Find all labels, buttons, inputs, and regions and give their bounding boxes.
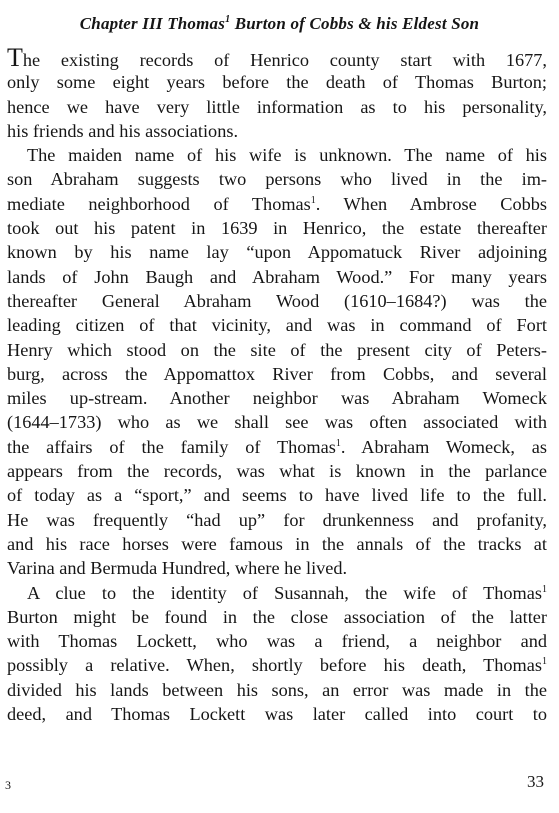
line-text: he existing records of Henrico county start with 1677, — [22, 50, 547, 70]
line-text-post: . When Ambrose Cobbs — [315, 193, 547, 214]
header-title-pre: Chapter III Thomas — [79, 14, 226, 33]
body-text — [7, 43, 547, 726]
text-line: thereafter General Abraham Wood (1610–1684?) was the — [7, 290, 547, 311]
text-line — [7, 435, 547, 459]
header-title-post: Burton of Cobbs & his Eldest Son — [230, 14, 480, 33]
text-line — [7, 43, 547, 72]
line-text-pre: the affairs of the family of Thomas — [7, 436, 336, 457]
text-line: appears from the records, was what is known in the parlance — [7, 461, 547, 482]
superscript-numeral: 1 — [542, 583, 547, 595]
superscript-numeral: 1 — [310, 194, 316, 206]
page-number: 33 — [527, 772, 544, 791]
text-line: Henry which stood on the site of the present city of Peters- — [7, 339, 547, 360]
text-line — [7, 581, 547, 605]
text-line: burg, across the Appomattox River from Cobbs, and several — [7, 363, 547, 384]
text-line — [7, 192, 547, 216]
text-line: miles up-stream. Another neighbor was Abraham Womeck — [7, 388, 547, 409]
text-line: leading citizen of that vicinity, and was in command of Fort — [7, 315, 547, 336]
text-line: The maiden name of his wife is unknown. The name of his — [27, 145, 547, 166]
line-text-pre: mediate neighborhood of Thomas — [7, 193, 311, 214]
drop-cap: T — [7, 43, 23, 72]
text-line: deed, and Thomas Lockett was later called into court to — [7, 704, 547, 725]
header-title-sup: 1 — [225, 14, 231, 25]
text-line: his friends and his associations. — [7, 120, 239, 141]
text-line: He was frequently “had up” for drunkenness and profanity, — [7, 509, 547, 530]
signature-mark: 3 — [5, 778, 11, 792]
text-line: Burton might be found in the close association of the latter — [7, 606, 547, 627]
text-line: hence we have very little information as to his personality, — [7, 96, 547, 117]
text-line: lands of John Baugh and Abraham Wood.” For many years — [7, 266, 547, 287]
text-line: with Thomas Lockett, who was a friend, a neighbor and — [7, 631, 547, 652]
text-line: and his race horses were famous in the annals of the tracks at — [7, 533, 547, 554]
superscript-numeral: 1 — [335, 437, 341, 449]
text-line: son Abraham suggests two persons who lived in the im- — [7, 169, 547, 190]
text-line: Varina and Bermuda Hundred, where he lived. — [7, 558, 348, 579]
running-header — [0, 14, 559, 34]
line-text-post: . Abraham Womeck, as — [340, 436, 547, 457]
text-line: took out his patent in 1639 in Henrico, the estate thereafter — [7, 218, 547, 239]
superscript-numeral: 1 — [542, 656, 547, 668]
text-line — [7, 653, 547, 677]
text-line: of today as a “sport,” and seems to have lived life to the full. — [7, 485, 547, 506]
text-line: only some eight years before the death of Thomas Burton; — [7, 72, 547, 93]
line-text-pre: A clue to the identity of Susannah, the wife of Thomas — [27, 582, 542, 603]
text-line: (1644–1733) who as we shall see was often associated with — [7, 412, 547, 433]
text-line: divided his lands between his sons, an error was made in the — [7, 679, 547, 700]
line-text-pre: possibly a relative. When, shortly before his death, Thomas — [7, 655, 542, 676]
text-line: known by his name lay “upon Appomatuck River adjoining — [7, 242, 547, 263]
